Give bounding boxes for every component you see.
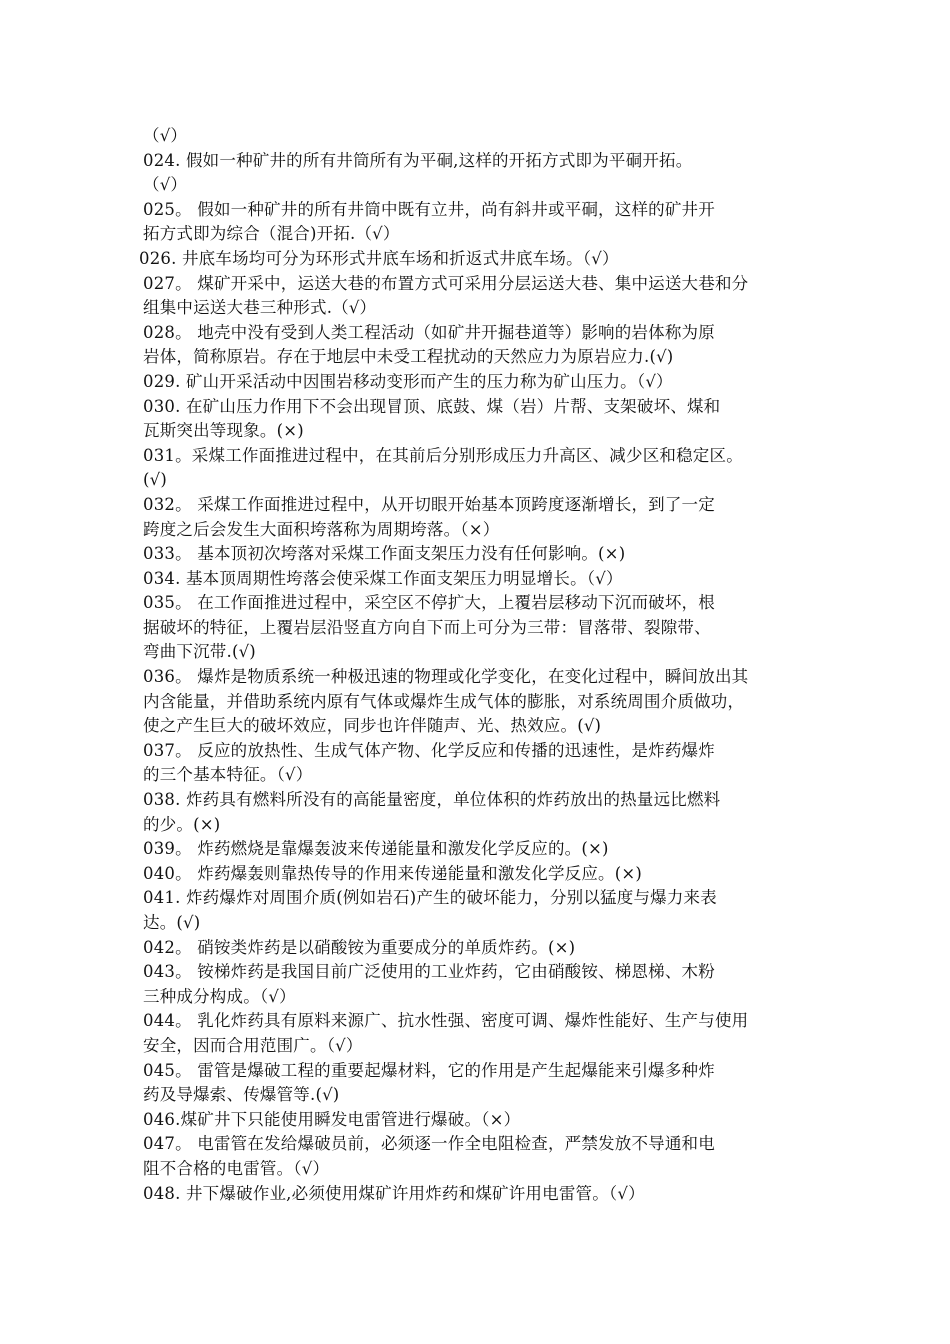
text-line: 组集中运送大巷三种形式.（√） xyxy=(143,298,377,318)
text-line: 跨度之后会发生大面积垮落称为周期垮落。（×） xyxy=(143,519,500,539)
text-line: 达。(√) xyxy=(143,913,201,932)
text-line: （√） xyxy=(143,175,188,195)
text-line: 的少。(×) xyxy=(143,814,221,834)
text-line: 048. 井下爆破作业,必须使用煤矿许用炸药和煤矿许用电雷管。（√） xyxy=(143,1183,645,1203)
text-line: 046.煤矿井下只能使用瞬发电雷管进行爆破。（×） xyxy=(143,1109,521,1129)
text-line: (√) xyxy=(143,470,167,490)
text-line: 040。 炸药爆轰则靠热传导的作用来传递能量和激发化学反应。(×) xyxy=(143,863,643,883)
text-line: 045。 雷管是爆破工程的重要起爆材料，它的作用是产生起爆能来引爆多种炸 xyxy=(143,1060,715,1080)
text-line: 043。 铵梯炸药是我国目前广泛使用的工业炸药，它由硝酸铵、梯恩梯、木粉 xyxy=(143,962,715,982)
text-line: 据破坏的特征，上覆岩层沿竖直方向自下而上可分为三带：冒落带、裂隙带、 xyxy=(143,617,711,637)
text-line: 044。 乳化炸药具有原料来源广、抗水性强、密度可调、爆炸性能好、生产与使用 xyxy=(143,1011,749,1031)
text-line: 的三个基本特征。（√） xyxy=(143,765,313,785)
text-line: 035。 在工作面推进过程中，采空区不停扩大，上覆岩层移动下沉而破坏，根 xyxy=(143,593,715,613)
text-line: 036。 爆炸是物质系统一种极迅速的物理或化学变化，在变化过程中，瞬间放出其 xyxy=(143,667,749,687)
text-line: 027。 煤矿开采中，运送大巷的布置方式可采用分层运送大巷、集中运送大巷和分 xyxy=(143,273,749,293)
text-line: 038. 炸药具有燃料所没有的高能量密度，单位体积的炸药放出的热量远比燃料 xyxy=(143,790,721,810)
text-line: 瓦斯突出等现象。(×) xyxy=(143,421,304,441)
text-line: 使之产生巨大的破坏效应，同步也许伴随声、光、热效应。(√) xyxy=(143,716,602,736)
text-line: 047。 电雷管在发给爆破员前，必须逐一作全电阻检查，严禁发放不导通和电 xyxy=(143,1134,715,1154)
text-line: 三种成分构成。（√） xyxy=(143,986,296,1006)
text-line: 拓方式即为综合（混合)开拓.（√） xyxy=(143,224,400,244)
text-line: 025。 假如一种矿井的所有井筒中既有立井，尚有斜井或平硐，这样的矿井开 xyxy=(143,199,715,219)
text-line: 阻不合格的电雷管。（√） xyxy=(143,1158,330,1178)
text-line: 033。 基本顶初次垮落对采煤工作面支架压力没有任何影响。(×) xyxy=(143,544,626,564)
text-line: 安全，因而合用范围广。（√） xyxy=(143,1035,363,1055)
text-line: 弯曲下沉带.(√) xyxy=(143,642,256,662)
text-line: 028。 地壳中没有受到人类工程活动（如矿井开掘巷道等）影响的岩体称为原 xyxy=(143,322,715,342)
text-line: （√） xyxy=(143,126,188,145)
text-line: 042。 硝铵类炸药是以硝酸铵为重要成分的单质炸药。(×) xyxy=(143,937,576,957)
text-line: 内含能量，并借助系统内原有气体或爆炸生成气体的膨胀，对系统周围介质做功， xyxy=(143,691,745,711)
question-list xyxy=(139,124,843,1206)
text-line: 031。采煤工作面推进过程中，在其前后分别形成压力升高区、减少区和稳定区。 xyxy=(143,445,743,465)
text-line: 032。 采煤工作面推进过程中，从开切眼开始基本顶跨度逐渐增长，到了一定 xyxy=(143,494,715,514)
text-line: 024. 假如一种矿井的所有井筒所有为平硐,这样的开拓方式即为平硐开拓。 xyxy=(143,150,693,170)
text-line: 037。 反应的放热性、生成气体产物、化学反应和传播的迅速性，是炸药爆炸 xyxy=(143,740,715,760)
text-line: 岩体，简称原岩。存在于地层中未受工程扰动的天然应力为原岩应力.(√) xyxy=(143,347,674,367)
text-line: 029. 矿山开采活动中因围岩移动变形而产生的压力称为矿山压力。（√） xyxy=(143,371,673,391)
text-line: 026. 井底车场均可分为环形式井底车场和折返式井底车场。（√） xyxy=(139,248,619,268)
text-line: 039。 炸药燃烧是靠爆轰波来传递能量和激发化学反应的。(×) xyxy=(143,839,609,859)
text-line: 034. 基本顶周期性垮落会使采煤工作面支架压力明显增长。（√） xyxy=(143,568,623,588)
text-line: 041. 炸药爆炸对周围介质(例如岩石)产生的破坏能力，分别以猛度与爆力来表 xyxy=(143,888,717,908)
text-line: 030. 在矿山压力作用下不会出现冒顶、底鼓、煤（岩）片帮、支架破坏、煤和 xyxy=(143,396,721,416)
text-line: 药及导爆索、传爆管等.(√) xyxy=(143,1085,340,1105)
